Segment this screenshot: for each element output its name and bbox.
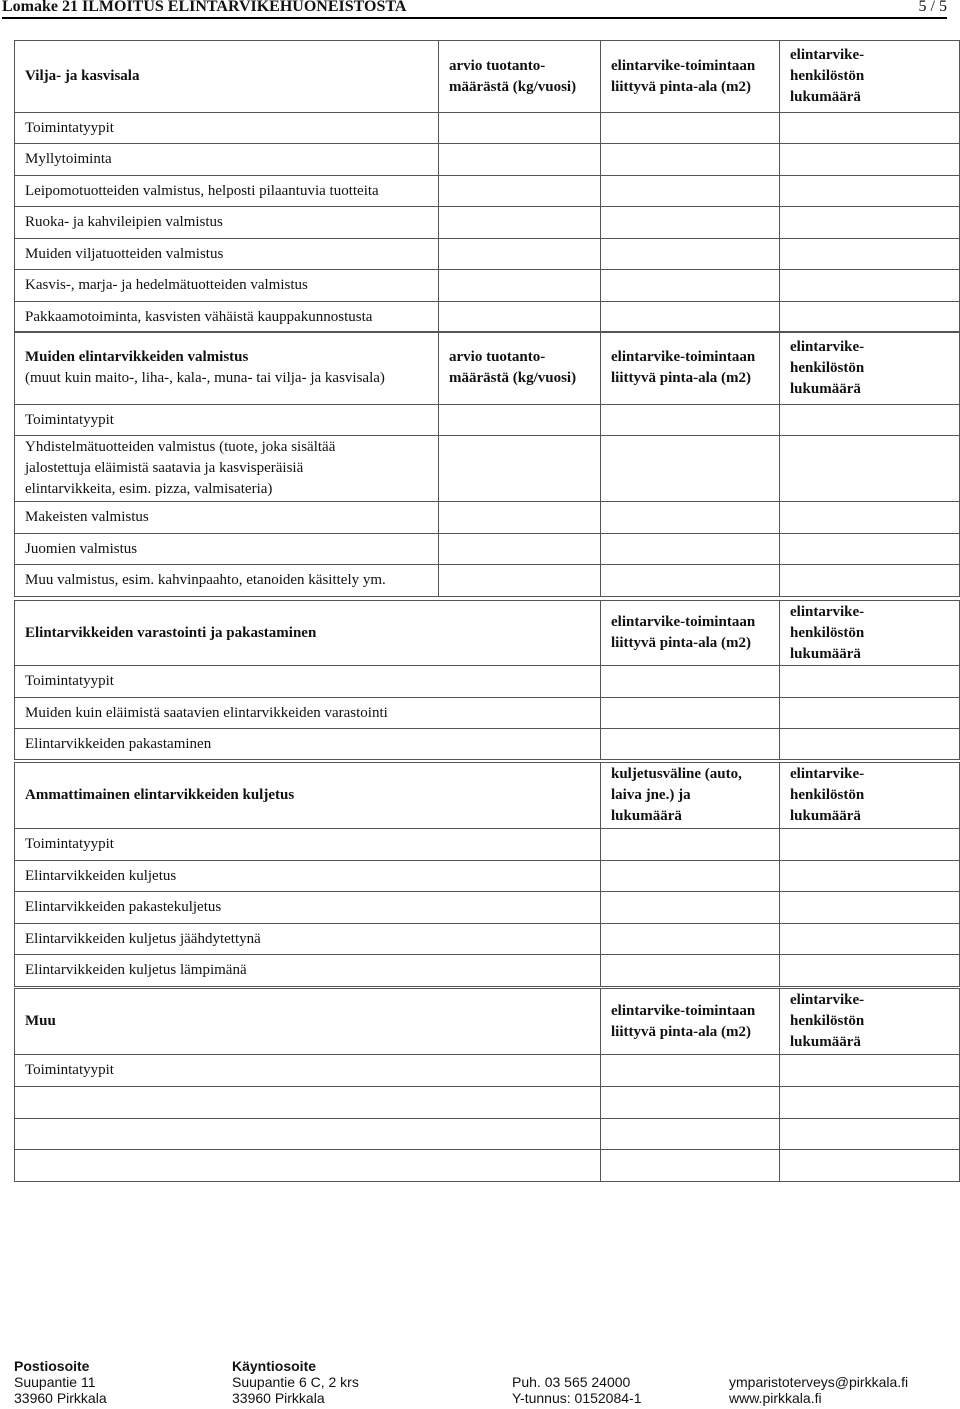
area-input[interactable] xyxy=(601,207,780,239)
website-link[interactable]: www.pirkkala.fi xyxy=(729,1390,822,1406)
production-input[interactable] xyxy=(439,144,601,176)
table-row: Elintarvikkeiden kuljetus jäähdytettynä xyxy=(15,924,960,955)
activity-types-label: Toimintatyypit xyxy=(15,405,439,436)
area-input[interactable] xyxy=(601,436,780,502)
area-input[interactable] xyxy=(601,239,780,270)
production-input[interactable] xyxy=(439,565,601,597)
table-row: Muiden kuin eläimistä saatavien elintarvikkeiden varastointi xyxy=(15,698,960,729)
other-section-title: Muu xyxy=(15,989,601,1055)
production-input[interactable] xyxy=(439,534,601,565)
staff-header: elintarvike- henkilöstön lukumäärä xyxy=(780,989,960,1055)
production-input[interactable] xyxy=(439,502,601,534)
area-header: elintarvike-toimintaan liittyvä pinta-ala (m2) xyxy=(601,989,780,1055)
table-row: Makeisten valmistus xyxy=(15,502,960,534)
table-row: Juomien valmistus xyxy=(15,534,960,565)
production-input[interactable] xyxy=(439,270,601,302)
table-row xyxy=(15,1119,960,1150)
staff-header: elintarvike- henkilöstön lukumäärä xyxy=(780,41,960,113)
staff-input[interactable] xyxy=(780,270,960,302)
activity-types-label: Toimintatyypit xyxy=(15,666,601,698)
table-row xyxy=(15,1087,960,1119)
staff-input[interactable] xyxy=(780,176,960,207)
table-row: Muu valmistus, esim. kahvinpaahto, etanoiden käsittely ym. xyxy=(15,565,960,597)
staff-input[interactable] xyxy=(780,924,960,955)
production-input[interactable] xyxy=(439,176,601,207)
staff-input[interactable] xyxy=(780,534,960,565)
staff-input[interactable] xyxy=(780,565,960,597)
staff-input[interactable] xyxy=(780,1150,960,1182)
vehicle-input[interactable] xyxy=(601,892,780,924)
staff-input[interactable] xyxy=(780,239,960,270)
document-title: Lomake 21 ILMOITUS ELINTARVIKEHUONEISTOSTA xyxy=(2,0,407,15)
other-section-table xyxy=(14,988,960,1182)
phone-number: Puh. 03 565 24000 xyxy=(512,1374,631,1390)
production-input[interactable] xyxy=(439,302,601,333)
other-activity-input[interactable] xyxy=(15,1150,601,1182)
area-input[interactable] xyxy=(601,729,780,760)
vehicle-input[interactable] xyxy=(601,955,780,987)
online-contact xyxy=(729,1358,908,1406)
staff-input[interactable] xyxy=(780,861,960,892)
vehicle-input[interactable] xyxy=(601,861,780,892)
page-number: 5 / 5 xyxy=(918,0,947,15)
area-input[interactable] xyxy=(601,1150,780,1182)
area-input[interactable] xyxy=(601,698,780,729)
area-header: elintarvike-toimintaan liittyvä pinta-ala (m2) xyxy=(601,601,780,666)
table-row: Myllytoiminta xyxy=(15,144,960,176)
table-row: Kasvis-, marja- ja hedelmätuotteiden valmistus xyxy=(15,270,960,302)
area-input[interactable] xyxy=(601,534,780,565)
area-header: elintarvike-toimintaan liittyvä pinta-ala (m2) xyxy=(601,41,780,113)
area-input[interactable] xyxy=(601,1087,780,1119)
table-row: Ruoka- ja kahvileipien valmistus xyxy=(15,207,960,239)
production-input[interactable] xyxy=(439,207,601,239)
table-row xyxy=(15,1150,960,1182)
table-row: Pakkaamotoiminta, kasvisten vähäistä kauppakunnostusta xyxy=(15,302,960,333)
staff-header: elintarvike- henkilöstön lukumäärä xyxy=(780,332,960,405)
vehicle-input[interactable] xyxy=(601,924,780,955)
staff-input[interactable] xyxy=(780,1087,960,1119)
other-activity-input[interactable] xyxy=(15,1119,601,1150)
staff-input[interactable] xyxy=(780,1119,960,1150)
activity-types-label: Toimintatyypit xyxy=(15,829,601,861)
table-row: Muiden viljatuotteiden valmistus xyxy=(15,239,960,270)
visiting-address: Käyntiosoite Suupantie 6 C, 2 krs 33960 Pirkkala xyxy=(232,1358,359,1406)
staff-input[interactable] xyxy=(780,698,960,729)
area-input[interactable] xyxy=(601,270,780,302)
storage-section-table xyxy=(14,600,960,760)
contact-numbers xyxy=(512,1358,641,1406)
staff-input[interactable] xyxy=(780,729,960,760)
email-link[interactable]: ymparistoterveys@pirkkala.fi xyxy=(729,1374,909,1390)
production-input[interactable] xyxy=(439,436,601,502)
transport-section-table xyxy=(14,762,960,987)
staff-input[interactable] xyxy=(780,892,960,924)
staff-input[interactable] xyxy=(780,144,960,176)
table-row: Yhdistelmätuotteiden valmistus (tuote, joka sisältää jalostettuja eläimistä saatavia ja kasvisperäisiä elintarvikkeita, esim. pizza, valmisateria) xyxy=(15,436,960,502)
area-input[interactable] xyxy=(601,302,780,333)
staff-header: elintarvike- henkilöstön lukumäärä xyxy=(780,763,960,829)
table-row: Elintarvikkeiden kuljetus lämpimänä xyxy=(15,955,960,987)
grain-section-table xyxy=(14,40,960,333)
production-header: arvio tuotanto- määrästä (kg/vuosi) xyxy=(439,332,601,405)
vehicle-header: kuljetusväline (auto, laiva jne.) ja lukumäärä xyxy=(601,763,780,829)
staff-input[interactable] xyxy=(780,302,960,333)
table-row: Elintarvikkeiden kuljetus xyxy=(15,861,960,892)
table-row: Elintarvikkeiden pakastaminen xyxy=(15,729,960,760)
other-food-section-title: Muiden elintarvikkeiden valmistus (muut kuin maito-, liha-, kala-, muna- tai vilja- ja kasvisala) xyxy=(15,332,439,405)
staff-header: elintarvike- henkilöstön lukumäärä xyxy=(780,601,960,666)
other-food-section-table xyxy=(14,331,960,597)
area-header: elintarvike-toimintaan liittyvä pinta-ala (m2) xyxy=(601,332,780,405)
transport-section-title: Ammattimainen elintarvikkeiden kuljetus xyxy=(15,763,601,829)
staff-input[interactable] xyxy=(780,436,960,502)
table-row: Leipomotuotteiden valmistus, helposti pilaantuvia tuotteita xyxy=(15,176,960,207)
business-id: Y-tunnus: 0152084-1 xyxy=(512,1390,642,1406)
staff-input[interactable] xyxy=(780,502,960,534)
area-input[interactable] xyxy=(601,502,780,534)
area-input[interactable] xyxy=(601,565,780,597)
staff-input[interactable] xyxy=(780,207,960,239)
activity-types-label: Toimintatyypit xyxy=(15,113,439,144)
area-input[interactable] xyxy=(601,1119,780,1150)
area-input[interactable] xyxy=(601,144,780,176)
storage-section-title: Elintarvikkeiden varastointi ja pakastaminen xyxy=(15,601,601,666)
other-activity-input[interactable] xyxy=(15,1087,601,1119)
grain-section-title: Vilja- ja kasvisala xyxy=(15,41,439,113)
table-row: Elintarvikkeiden pakastekuljetus xyxy=(15,892,960,924)
production-input[interactable] xyxy=(439,239,601,270)
staff-input[interactable] xyxy=(780,955,960,987)
production-header: arvio tuotanto- määrästä (kg/vuosi) xyxy=(439,41,601,113)
activity-types-label: Toimintatyypit xyxy=(15,1055,601,1087)
page-header xyxy=(2,0,947,19)
area-input[interactable] xyxy=(601,176,780,207)
postal-address: Postiosoite Suupantie 11 33960 Pirkkala xyxy=(14,1358,107,1406)
